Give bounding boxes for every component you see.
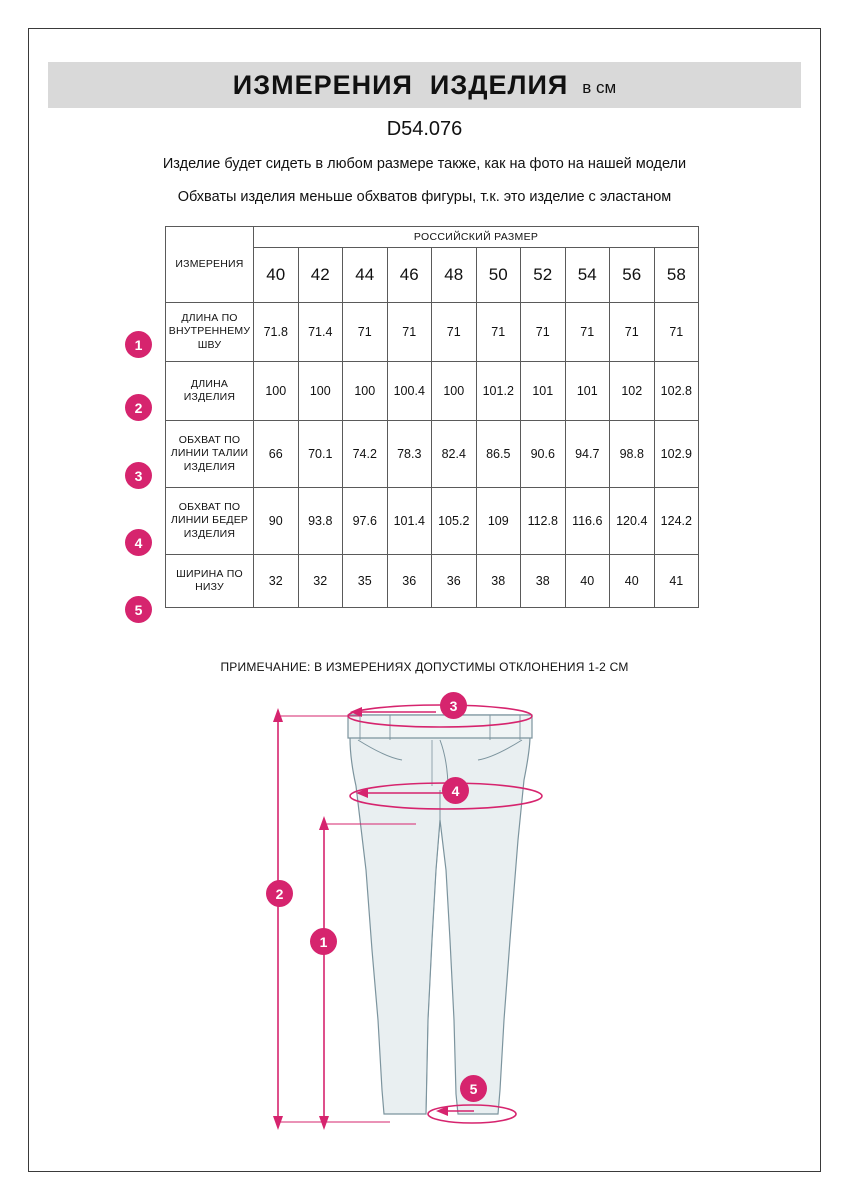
table-cell: 71 — [476, 303, 521, 362]
table-cell: 32 — [254, 555, 299, 608]
table-cell: 71 — [343, 303, 388, 362]
table-cell: 74.2 — [343, 421, 388, 488]
table-cell: 41 — [654, 555, 699, 608]
table-cell: 86.5 — [476, 421, 521, 488]
size-header-cell: 40 — [254, 248, 299, 303]
diagram-badge-3: 3 — [440, 692, 467, 719]
garment-diagram — [240, 690, 620, 1140]
title-row — [48, 62, 801, 108]
table-cell: 36 — [387, 555, 432, 608]
size-header-cell: 58 — [654, 248, 699, 303]
size-header-cell: 54 — [565, 248, 610, 303]
row-badge-3: 3 — [125, 462, 152, 489]
table-cell: 82.4 — [432, 421, 477, 488]
table-cell: 90.6 — [521, 421, 566, 488]
row-label: ДЛИНА ПО ВНУТРЕННЕМУ ШВУ — [166, 303, 254, 362]
table-cell: 71.4 — [298, 303, 343, 362]
table-cell: 100.4 — [387, 362, 432, 421]
size-group-header: РОССИЙСКИЙ РАЗМЕР — [254, 227, 699, 248]
table-cell: 36 — [432, 555, 477, 608]
size-header-cell: 46 — [387, 248, 432, 303]
diagram-badge-2: 2 — [266, 880, 293, 907]
measurements-table — [165, 226, 699, 608]
table-row — [166, 488, 699, 555]
table-cell: 71.8 — [254, 303, 299, 362]
table-cell: 71 — [521, 303, 566, 362]
fit-note-2: Обхваты изделия меньше обхватов фигуры, т.к. это изделие с эластаном — [177, 189, 672, 205]
size-header-cell: 52 — [521, 248, 566, 303]
row-badge-4: 4 — [125, 529, 152, 556]
table-cell: 101.2 — [476, 362, 521, 421]
table-cell: 102 — [610, 362, 655, 421]
measurements-table-wrapper — [165, 226, 698, 608]
table-cell: 100 — [432, 362, 477, 421]
table-row — [166, 421, 699, 488]
table-cell: 112.8 — [521, 488, 566, 555]
row-label: ОБХВАТ ПО ЛИНИИ ТАЛИИ ИЗДЕЛИЯ — [166, 421, 254, 488]
table-cell: 120.4 — [610, 488, 655, 555]
table-cell: 102.8 — [654, 362, 699, 421]
size-header-cell: 50 — [476, 248, 521, 303]
table-cell: 66 — [254, 421, 299, 488]
table-cell: 71 — [654, 303, 699, 362]
table-cell: 100 — [254, 362, 299, 421]
table-cell: 40 — [610, 555, 655, 608]
table-cell: 101.4 — [387, 488, 432, 555]
diagram-badge-4: 4 — [442, 777, 469, 804]
table-cell: 38 — [521, 555, 566, 608]
row-badge-2: 2 — [125, 394, 152, 421]
table-cell: 93.8 — [298, 488, 343, 555]
table-cell: 78.3 — [387, 421, 432, 488]
table-row — [166, 362, 699, 421]
table-cell: 109 — [476, 488, 521, 555]
row-label: ШИРИНА ПО НИЗУ — [166, 555, 254, 608]
size-header-cell: 44 — [343, 248, 388, 303]
table-row — [166, 303, 699, 362]
table-cell: 32 — [298, 555, 343, 608]
table-cell: 71 — [387, 303, 432, 362]
table-cell: 71 — [565, 303, 610, 362]
table-cell: 40 — [565, 555, 610, 608]
page-title: ИЗМЕРЕНИЯ ИЗДЕЛИЯ — [232, 69, 569, 100]
table-cell: 105.2 — [432, 488, 477, 555]
table-row — [166, 555, 699, 608]
table-cell: 124.2 — [654, 488, 699, 555]
row-badge-1: 1 — [125, 331, 152, 358]
table-cell: 100 — [298, 362, 343, 421]
table-cell: 102.9 — [654, 421, 699, 488]
size-header-cell: 56 — [610, 248, 655, 303]
size-header-cell: 48 — [432, 248, 477, 303]
measure-column-header: ИЗМЕРЕНИЯ — [166, 227, 254, 303]
diagram-badge-1: 1 — [310, 928, 337, 955]
table-header-group-row — [166, 227, 699, 248]
table-cell: 101 — [565, 362, 610, 421]
row-badge-5: 5 — [125, 596, 152, 623]
size-header-cell: 42 — [298, 248, 343, 303]
table-footnote: ПРИМЕЧАНИЕ: В ИЗМЕРЕНИЯХ ДОПУСТИМЫ ОТКЛОНЕНИЯ 1-2 СМ — [220, 660, 629, 674]
table-cell: 100 — [343, 362, 388, 421]
fit-note-1: Изделие будет сидеть в любом размере также, как на фото на нашей модели — [162, 156, 687, 172]
table-cell: 90 — [254, 488, 299, 555]
trousers-illustration — [348, 715, 532, 1114]
row-label: ОБХВАТ ПО ЛИНИИ БЕДЕР ИЗДЕЛИЯ — [166, 488, 254, 555]
table-cell: 101 — [521, 362, 566, 421]
table-cell: 97.6 — [343, 488, 388, 555]
table-cell: 71 — [432, 303, 477, 362]
table-cell: 116.6 — [565, 488, 610, 555]
table-cell: 70.1 — [298, 421, 343, 488]
row-label: ДЛИНА ИЗДЕЛИЯ — [166, 362, 254, 421]
title-unit: в см — [582, 78, 617, 97]
table-cell: 38 — [476, 555, 521, 608]
table-cell: 98.8 — [610, 421, 655, 488]
table-cell: 94.7 — [565, 421, 610, 488]
table-cell: 71 — [610, 303, 655, 362]
table-cell: 35 — [343, 555, 388, 608]
document-code: D54.076 — [386, 118, 463, 140]
diagram-badge-5: 5 — [460, 1075, 487, 1102]
